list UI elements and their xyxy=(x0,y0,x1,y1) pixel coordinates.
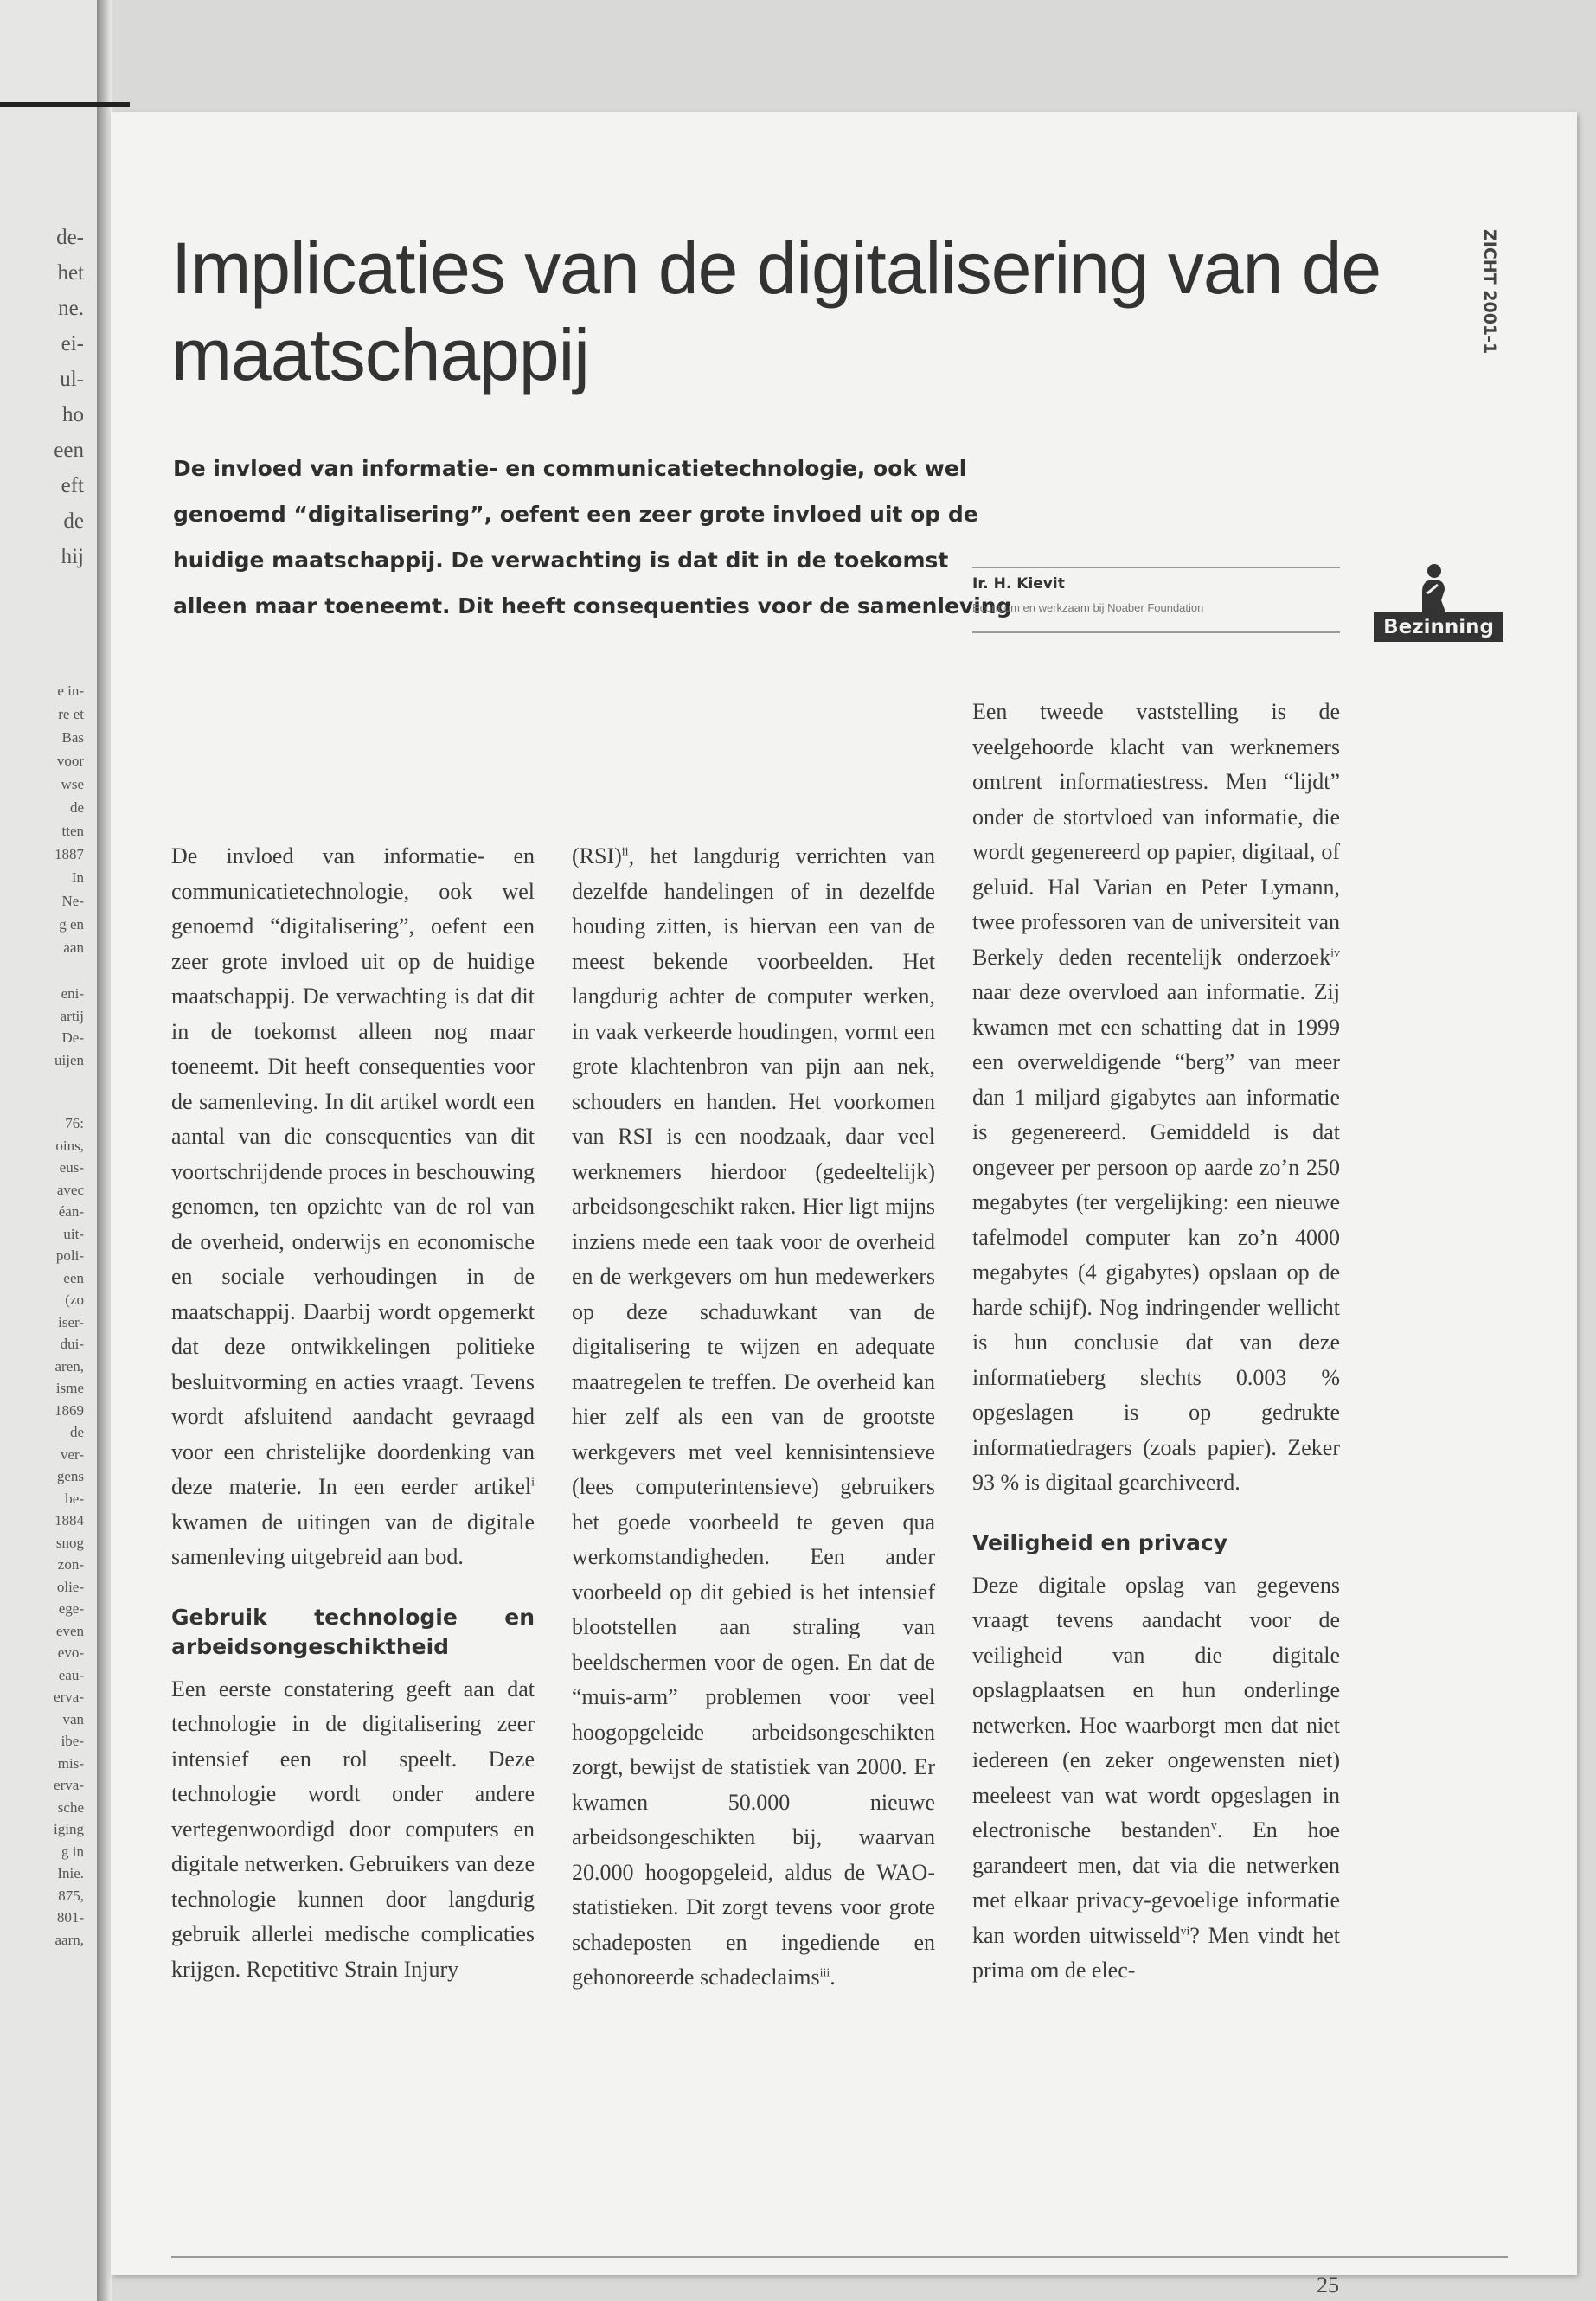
section-heading: Gebruik technologie en arbeidsongeschiktheid xyxy=(171,1604,535,1659)
left-page-fragment: olie- xyxy=(56,1578,84,1595)
paragraph: Deze digitale opslag van gegevens vraagt tevens aandacht voor de veiligheid van die digitale opslagplaatsen en hun onderlinge netwerken. Hoe waarborgt men dat niet iedereen (en zeker ongewensten niet) meeleest van wat wordt opgeslagen in electronische bestanden$^v$. En hoe garandeert men, dat via die netwerken met elkaar privacy-gevoelige informatie kan worden uitwisseld$^{vi}$? Men vindt het prima om de elec- xyxy=(972,1572,1340,1983)
left-page-fragment: de xyxy=(63,510,84,533)
page-number: 25 xyxy=(1317,2272,1339,2298)
left-page-fragment: éan- xyxy=(58,1203,84,1220)
left-page-fragment: 801- xyxy=(56,1909,84,1926)
left-page-fragment: tten xyxy=(61,823,84,839)
left-page-fragment: gens xyxy=(56,1468,84,1484)
left-page-edge xyxy=(0,0,99,2301)
left-page-fragment: 875, xyxy=(58,1887,84,1904)
article-lead: De invloed van informatie- en communicatietechnologie, ook wel genoemd “digitalisering”, oefent een zeer grote invloed uit op de huidige maatschappij. De verwachting is dat dit in de toekomst alleen maar toeneemt. Dit heeft consequenties voor de samenleving xyxy=(173,456,1012,619)
left-page-fragment: zon- xyxy=(57,1556,84,1573)
left-page-fragment: ul- xyxy=(60,368,84,391)
paragraph: Een eerste constatering geeft aan dat technologie in de digitalisering zeer intensief een rol speelt. Deze technologie wordt onder andere vertegenwoordigd door computers en digitale netwerken. Gebruikers van deze technologie kunnen door langdurig gebruik allerlei medische complicaties krijgen. Repetitive Strain Injury xyxy=(171,1676,535,1982)
left-page-fragment: aan xyxy=(63,939,84,956)
left-page-fragment: erva- xyxy=(54,1689,84,1705)
left-page-fragment: het xyxy=(57,261,84,285)
left-page-fragment: e in- xyxy=(57,683,84,699)
left-page-fragment: van xyxy=(62,1710,84,1727)
left-page-fragment: artij xyxy=(60,1007,84,1024)
magazine-page xyxy=(111,112,1577,2298)
left-page-fragment: isme xyxy=(55,1380,84,1396)
left-page-fragment: ho xyxy=(62,403,84,426)
left-page-fragment: erva- xyxy=(54,1777,84,1793)
left-page-fragment: de xyxy=(69,1424,84,1440)
left-page-fragment: 1887 xyxy=(54,846,84,862)
left-page-fragment: ver- xyxy=(60,1445,84,1463)
left-page-fragment: uijen xyxy=(54,1051,84,1068)
left-page-fragment: ne. xyxy=(58,297,84,320)
left-page-fragment: g in xyxy=(61,1843,84,1860)
footnote-ref: vi xyxy=(1180,1924,1190,1938)
left-page-fragment: de- xyxy=(56,226,84,249)
author-bottom-rule xyxy=(972,631,1340,633)
left-page-fragment: dui- xyxy=(60,1336,84,1352)
left-page-fragment: sche xyxy=(57,1798,84,1816)
author-top-rule xyxy=(972,567,1340,568)
footnote-ref: iii xyxy=(819,1966,830,1980)
left-page-fragment: eus- xyxy=(59,1159,84,1176)
left-page-fragment: evo- xyxy=(57,1644,84,1661)
footer-rule xyxy=(171,2256,1508,2258)
section-badge-label: Bezinning xyxy=(1374,612,1503,642)
left-page-fragment: Bas xyxy=(61,729,84,746)
left-page-fragment: Ne- xyxy=(61,893,84,909)
page-top-edge xyxy=(0,102,130,107)
author-role: Econoom en werkzaam bij Noaber Foundation xyxy=(972,601,1204,614)
left-page-fragment: Inie. xyxy=(57,1865,84,1881)
left-page-fragment: mis- xyxy=(57,1754,84,1772)
author-name: Ir. H. Kievit xyxy=(972,575,1065,593)
left-page-fragment: be- xyxy=(65,1490,84,1507)
left-page-fragment: de xyxy=(69,799,84,816)
left-page-fragment: even xyxy=(55,1622,84,1639)
left-page-fragment: eft xyxy=(61,474,84,497)
paragraph: De invloed van informatie- en communicatietechnologie, ook wel genoemd “digitalisering”, oefent een zeer grote invloed uit op de huidige maatschappij. De verwachting is dat dit in de toekomst alleen nog maar toeneemt. Dit heeft consequenties voor de samenleving. In dit artikel wordt een aantal van die consequenties van dit voortschrijdende proces in beschouwing genomen, ten opzichte van de rol van de overheid, onderwijs en economische en sociale verhoudingen in de maatschappij. Daarbij wordt opgemerkt dat deze ontwikkelingen politieke besluitvorming en acties vraagt. Tevens wordt afsluitend aandacht gevraagd voor een christelijke doordenking van deze materie. In een eerder artikel$^i$ kwamen de uitingen van de digitale samenleving uitgebreid aan bod. xyxy=(171,843,535,1569)
left-page-fragment: oins, xyxy=(55,1137,84,1154)
footnote-ref: ii xyxy=(621,845,629,859)
left-page-fragment: De- xyxy=(61,1029,84,1046)
left-page-fragment: voor xyxy=(56,753,84,769)
left-page-fragment: hij xyxy=(61,545,84,568)
left-page-fragment: ege- xyxy=(58,1600,84,1617)
footnote-ref: v xyxy=(1210,1819,1217,1833)
column-1 xyxy=(171,839,535,1987)
journal-label: ZICHT 2001-1 xyxy=(1480,229,1499,355)
left-page-fragment: ibe- xyxy=(61,1733,84,1749)
left-page-fragment: een xyxy=(54,439,84,462)
left-page-fragment: poli- xyxy=(55,1247,84,1264)
column-3 xyxy=(972,695,1340,1989)
thinker-icon xyxy=(1415,562,1450,614)
footnote-ref: iv xyxy=(1330,945,1340,959)
column-2 xyxy=(572,839,935,1996)
left-page-fragment: eau- xyxy=(58,1666,84,1683)
section-heading: Veiligheid en privacy xyxy=(972,1529,1227,1555)
left-page-fragment: wse xyxy=(61,776,84,792)
left-page-fragment: aarn, xyxy=(54,1931,84,1948)
left-page-fragment: iser- xyxy=(58,1313,84,1330)
paragraph: (RSI)$^{ii}$, het langdurig verrichten van dezelfde handelingen of in dezelfde houding zitten, is hiervan een van de meest bekende voorbeelden. Het langdurig achter de computer werken, in vaak verkeerde houdingen, vormt een grote klachtenbron van pijn aan nek, schouders en handen. Het voorkomen van RSI is een noodzaak, daar veel werknemers hierdoor (gedeeltelijk) arbeidsongeschikt raken. Hier ligt mijns inziens mede een taak voor de overheid en de werkgevers om hun medewerkers op deze schaduwkant van de digitalisering te wijzen en adequate maatregelen te treffen. De overheid kan hier zelf als een van de grootste werkgevers met veel kennisintensieve (lees computerintensieve) gebruikers het goede voorbeeld te geven qua werkomstandigheden. Een ander voorbeeld op dit gebied is het intensief blootstellen aan straling van beeldschermen voor de ogen. En dat de “muis-arm” problemen voor veel hoogopgeleide arbeidsongeschikten zorgt, bewijst de statistiek van 2000. Er kwamen 50.000 nieuwe arbeidsongeschikten bij, waarvan 20.000 hoogopgeleid, aldus de WAO-statistieken. Dit zorgt tevens voor grote schadeposten en ingediende en gehonoreerde schadeclaims$^{iii}$. xyxy=(572,843,935,1990)
left-page-fragment: uit- xyxy=(63,1225,84,1242)
left-page-fragment: g en xyxy=(59,916,84,933)
left-page-fragment: aren, xyxy=(54,1357,84,1375)
left-page-fragment: In xyxy=(71,869,84,886)
left-page-fragment: 1869 xyxy=(54,1401,84,1419)
left-page-fragment: ei- xyxy=(61,332,84,356)
paragraph: Een tweede vaststelling is de veelgehoorde klacht van werknemers omtrent informatiestress. Men “lijdt” onder de stortvloed van informatie, die wordt gegenereerd op papier, digitaal, of geluid. Hal Varian en Peter Lymann, twee professoren van de universiteit van Berkely deden recentelijk onderzoek$^{iv}$ naar deze overvloed aan informatie. Zij kwamen met een schatting dat in 1999 een overweldigende “berg” van meer dan 1 miljard gigabytes aan informatie is gegenereerd. Gemiddeld is dat ongeveer per persoon op aarde zo’n 250 megabytes (ter vergelijking: een nieuwe tafelmodel computer kan zo’n 4000 megabytes (4 gigabytes) opslaan op de harde schijf). Nog indringender wellicht is hun conclusie dat van deze informatieberg slechts 0.003 % opgeslagen is op gedrukte informatiedragers (zoals papier). Zeker 93 % is digitaal gearchiveerd. xyxy=(972,699,1340,1495)
left-page-fragment: iging xyxy=(54,1821,84,1837)
left-page-fragment: avec xyxy=(56,1181,84,1198)
left-page-fragment: snog xyxy=(55,1534,84,1551)
article-title: Implicaties van de digitalisering van de maatschappij xyxy=(171,228,1381,395)
left-page-fragment: re et xyxy=(58,706,84,722)
footnote-ref: i xyxy=(531,1476,535,1490)
left-page-fragment: een xyxy=(63,1269,84,1286)
left-page-fragment: (zo xyxy=(65,1292,84,1308)
left-page-fragment: 1884 xyxy=(54,1512,84,1529)
left-page-fragment: 76: xyxy=(65,1115,84,1131)
left-page-fragment: eni- xyxy=(61,985,84,1002)
